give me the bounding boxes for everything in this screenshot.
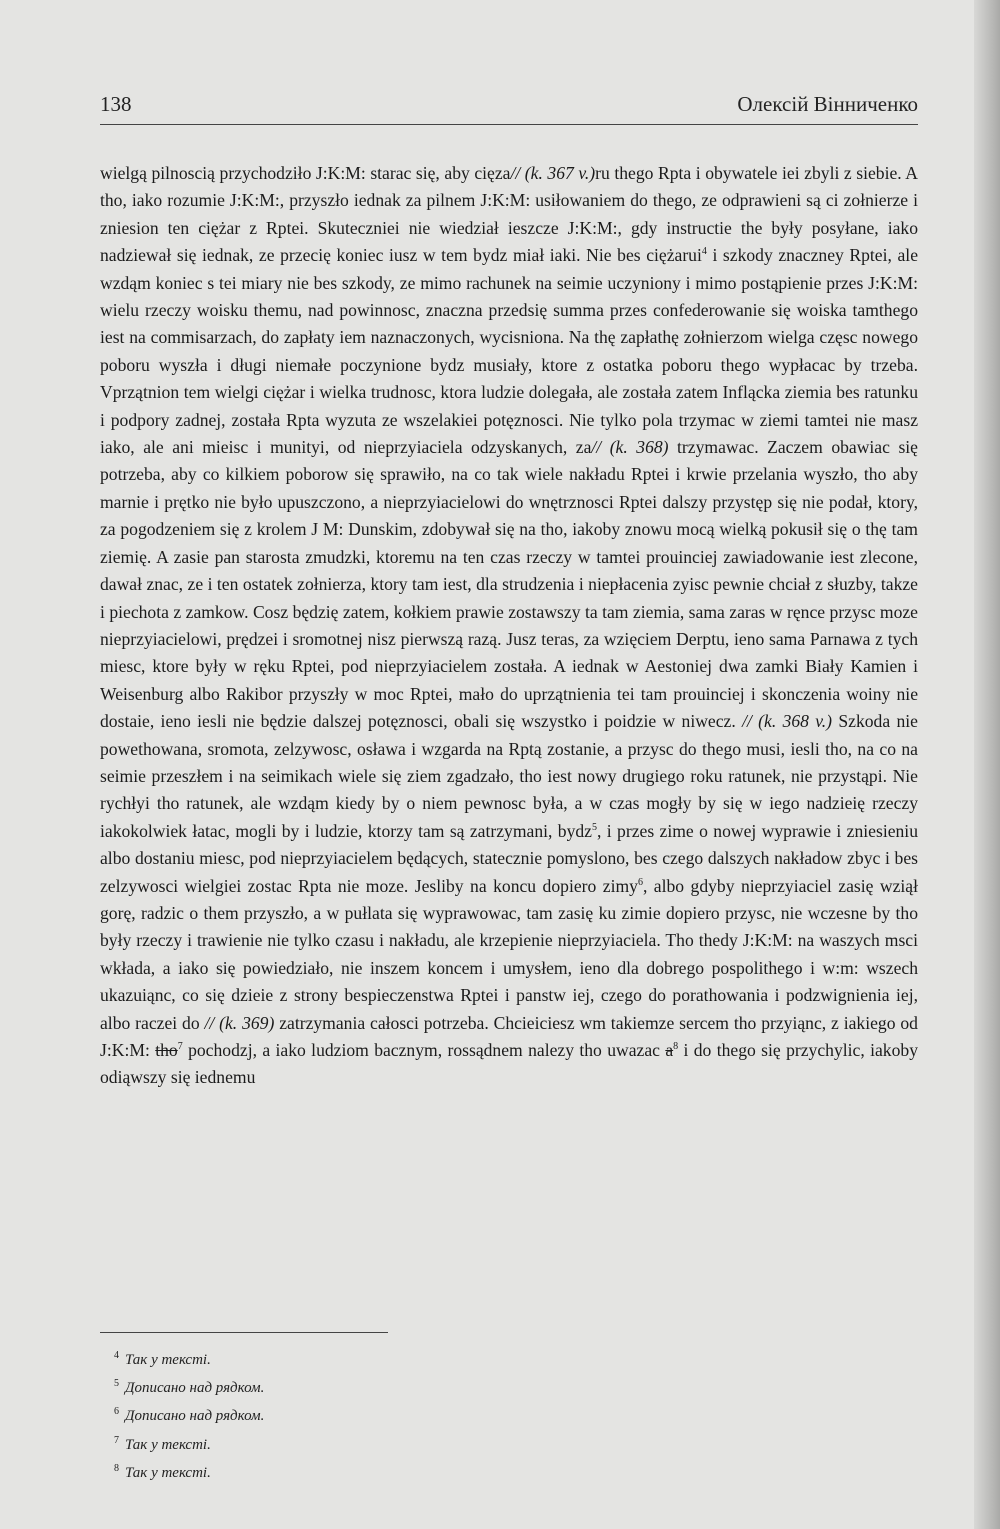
footnote-ref-5[interactable]: 5 <box>592 821 597 833</box>
struck-letter: a <box>665 1040 674 1060</box>
footnote-ref-4[interactable]: 4 <box>701 246 707 258</box>
page-header <box>100 92 918 124</box>
text-run: , i przes zime o nowej wyprawie i zniesieniu albo dostaniu miesc, pod nieprzyiacielem będących, statecznie pomyslono, bes czego dalszych nakładow zbyc i bes zelzywosci wielgiei zostac Rpta nie moze. Jesliby na koncu dopiero zimy <box>100 820 918 896</box>
running-head-author: Олексій Вінниченко <box>737 92 918 116</box>
footnotes <box>114 1344 714 1485</box>
page-number: 138 <box>100 92 132 116</box>
text-run: zatrzymania całosci potrzeba. Chcieiciesz wm takiemze sercem tho przyiąnc, z iakiego od J:K:M: <box>100 1012 918 1060</box>
footnote-item <box>114 1372 714 1400</box>
text-run: pochodzj, a iako ludziom bacznym, rossądnem nalezy tho uwazac <box>182 1040 666 1060</box>
main-text <box>100 160 918 1092</box>
struck-word: tho <box>155 1040 178 1060</box>
text-run: i do thego się przychylic, iakoby odiąwszy się iednemu <box>100 1040 918 1088</box>
footnote-text: Так у тексті. <box>125 1436 211 1453</box>
text-run: trzymawac. Zaczem obawiac się potrzeba, aby co kilkiem poborow się sprawiło, na co tak wiele nakładu Rptei i krwie przelania wyszło, tho aby marnie i prętko nie było upuszczono, a nieprzyiacielowi do wnętrznosci Rptei dalszy przystęp się nie podał, ktory, za pogodzeniem się z krolem J M: Dunskim, zdobywał się na tho, iakoby znowu mocą wielką pokusił się o thę tam ziemię. A zasie pan starosta zmudzki, ktoremu na ten czas rzeczy w tamtei prouinciej zawiadowanie iest zlecone, dawał znac, ze i ten ostatek zołnierza, ktory tam iest, dla strudzenia i niepłacenia zyisc pewnie chciał z słuzby, takze i piechota z zamkow. Cosz będzię zatem, kołkiem prawie zostawszy ta tam ziemia, sama zaras w ręnce przysc moze nieprzyiacielowi, prędzei i sromotnej nisz pierwszą razą. Jusz teras, za wzięciem Derptu, ieno sama Parnawa z tych miesc, ktore były w ręku Rptei, pod nieprzyiacielem została. A iednak w Aestoniej dwa zamki Biały Kamien i Weisenburg albo Rakibor przyszły w moc Rptei, mało do uprzątnienia tei tam prouinciej i skonczenia woiny nie dostaie, ieno iesli nie będzie dalszej potęznosci, obali się wszystko i poidzie w niwecz. <box>100 437 918 732</box>
footnote-ref-6[interactable]: 6 <box>637 876 643 888</box>
footnote-text: Так у тексті. <box>125 1352 211 1368</box>
text-run: wielgą pilnoscią przychodziło J:K:M: starac się, aby cięza <box>100 163 511 183</box>
footnote-text: Дописано над рядком. <box>125 1380 265 1397</box>
footnote-ref-8[interactable]: 8 <box>673 1041 679 1053</box>
text-run: , albo gdyby nieprzyiaciel zasię wziął gorę, radzic o them przyszło, a w pułlata się wyprawowac, tam zasię ku zimie dopiero przysc, nie wczesne by tho były rzeczy i trawienie nie tylko czasu i nakładu, ale krzepienie nieprzyiaciela. Tho thedy J:K:M: na waszych msci wkłada, a iako się powiedziało, nie inszem koncem i umysłem, ieno dla dobrego pospolithego i w:m: wszech ukazuiąnc, co się dzieie z strony bespieczenstwa Rptei i panstw iej, czego do porathowania i podzwignienia iej, albo raczei do <box>100 875 918 1033</box>
footnote-number: 4 <box>114 1350 119 1361</box>
page-gutter-shadow <box>974 0 1000 1529</box>
footnote-number: 7 <box>114 1434 119 1446</box>
text-run: Szkoda nie powethowana, sromota, zelzywosc, osława i wzgarda na Rptą zostanie, a przysc do thego musi, iesli tho, na co na seimie przeszłem i na seimikach wiele się ziem zgadzało, tho iest nowy drugiego roku ratunek, nie przystąpi. Nie rychłyi tho ratunek, ale wzdąm kiedy by o niem pewnosc była, a w czas mogły by się w iego nadzieię rzeczy iakokolwiek łatac, mogli by i ludzie, ktorzy tam są zatrzymani, bydz <box>100 711 918 841</box>
footnote-number: 6 <box>114 1406 119 1418</box>
footnote-item <box>114 1400 714 1428</box>
folio-reference: // (k. 367 v.) <box>510 163 596 183</box>
footnote-ref-7[interactable]: 7 <box>177 1041 183 1053</box>
footnote-item <box>114 1457 714 1485</box>
footnote-number: 8 <box>114 1462 119 1474</box>
folio-reference: // (k. 369) <box>204 1012 275 1033</box>
text-run: ru thego Rpta i obywatele iei zbyli z siebie. A tho, iako rozumie J:K:M:, przyszło iednak za pilnem J:K:M: usiłowaniem do thego, ze odprawieni są ci zołnierze i zniesion ten ciężar z Rptei. Skuteczniei nie wiedział ieszcze J:K:M:, gdy instructie the były posyłane, iako nadziewał się iednak, ze przecię koniec iusz w tem bydz miał iaki. Nie bes ciężarui <box>100 163 918 266</box>
footnote-rule <box>100 1332 388 1333</box>
folio-reference: // (k. 368) <box>591 437 669 458</box>
body-paragraph <box>100 160 918 1092</box>
footnote-item <box>114 1429 714 1457</box>
footnote-text: Так у тексті. <box>125 1464 211 1481</box>
header-rule <box>100 124 918 125</box>
footnote-text: Дописано над рядком. <box>125 1408 265 1425</box>
footnote-item <box>114 1344 714 1372</box>
folio-reference: // (k. 368 v.) <box>742 711 833 732</box>
footnote-number: 5 <box>114 1378 119 1390</box>
text-run: i szkody znaczney Rptei, ale wzdąm koniec s tei miary nie bes szkody, ze mimo rachunek na seimie uczyniony i mimo postąpienie przes J:K:M: wielu rzeczy woisku themu, nad powinnosc, znaczna przedsię summa przes confederowanie się woiska tamthego iest na commisarzach, do zapłaty iem naznaczonych, wycisniona. Na thę zapłathę zołnierzom wielga częsc nowego poboru wyszła i długi niemałe poczynione bydz musiały, ktore z ostatka poboru thego wypłacac by trzeba. Vprzątnion tem wielgi ciężar i wielka trudnosc, ktora ludzie dolegała, ale została zatem Inflącka ziemia bes ratunku i podpory zadnej, została Rpta wyzuta ze wszelakiei potęznosci. Nie tylko pola trzymac w ziemi tamtei nie masz iako, ale ani mieisc i munityi, od nieprzyiaciela odzyskanych, za <box>100 245 918 458</box>
